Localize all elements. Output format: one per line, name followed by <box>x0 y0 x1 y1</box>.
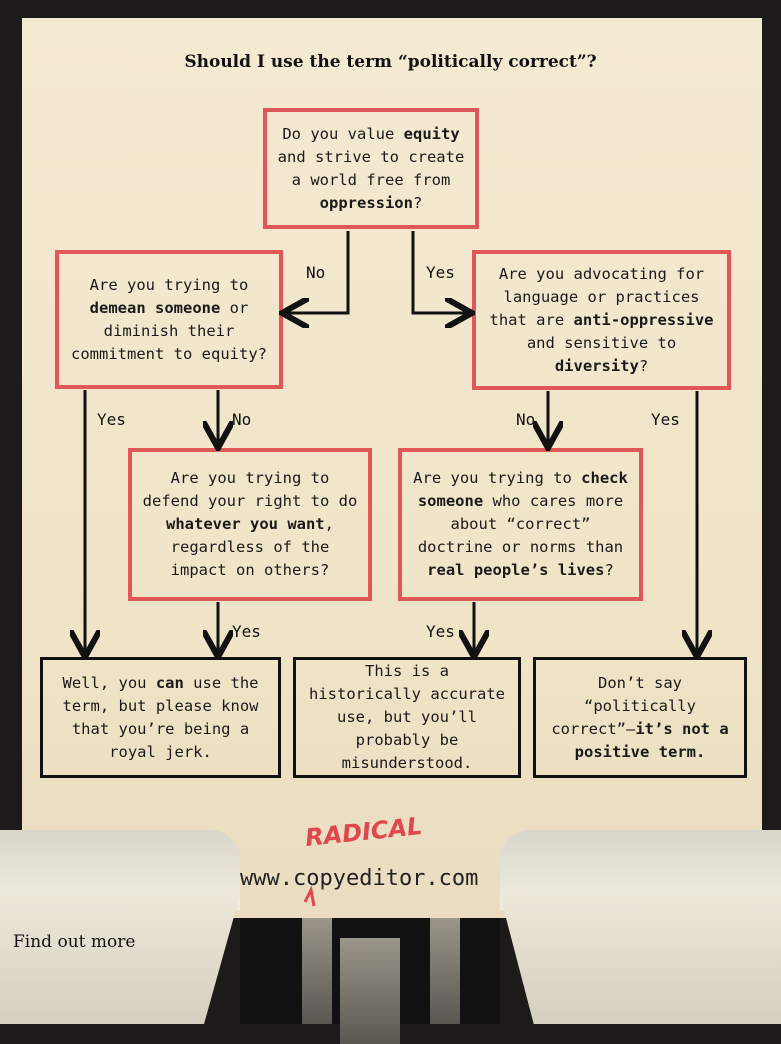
text-segment: ? <box>604 561 614 579</box>
text-segment: Well, you <box>62 673 156 692</box>
emphasis-text: it’s not a positive term. <box>574 719 729 761</box>
flowchart-title: Should I use the term “politically correct”? <box>184 52 597 72</box>
emphasis-text: equity <box>403 124 460 143</box>
label-no: No <box>516 410 536 429</box>
text-segment: ? <box>412 193 423 212</box>
typewriter-plate-left <box>0 895 240 1024</box>
caret-mark <box>305 890 314 906</box>
website-link[interactable]: www.copyeditor.com <box>240 866 479 891</box>
emphasis-text: whatever you want <box>166 515 325 533</box>
emphasis-text: real people’s lives <box>427 561 605 579</box>
text-segment: and sensitive to <box>526 333 677 352</box>
text-segment: This is a historically accurate use, but you’ll probably be misunderstood. <box>309 662 505 772</box>
emphasis-text: demean someone <box>89 298 221 317</box>
label-yes: Yes <box>232 622 261 641</box>
text-segment: who cares more about “correct” doctrine or norms than <box>417 492 624 556</box>
text-segment: Are you trying to <box>413 469 582 487</box>
text-segment: Are you trying to defend your right to do <box>142 469 358 510</box>
typewriter-typebars <box>240 918 500 1024</box>
text-segment: ? <box>638 356 649 375</box>
text-segment: Are you trying to <box>89 275 249 294</box>
text-segment: use the term, but please know that you’re being a royal jerk. <box>62 673 259 761</box>
label-yes: Yes <box>426 622 455 641</box>
text-segment: Do you value <box>282 124 404 143</box>
label-yes: Yes <box>426 263 455 282</box>
text-segment: , regardless of the impact on others? <box>170 515 334 579</box>
text-segment: or diminish their commitment to equity? <box>71 298 267 363</box>
typewriter-plate-right <box>500 895 781 1024</box>
text-segment: Don’t say “politically correct”— <box>551 673 696 738</box>
emphasis-text: oppression <box>319 193 413 212</box>
label-no: No <box>306 263 326 282</box>
label-no: No <box>232 410 252 429</box>
label-yes: Yes <box>651 410 680 429</box>
emphasis-text: anti-oppressive <box>573 310 714 329</box>
text-segment: and strive to create a world free from <box>277 147 465 189</box>
emphasis-text: check someone <box>417 469 628 510</box>
emphasis-text: diversity <box>554 356 639 375</box>
emphasis-text: can <box>155 673 184 692</box>
text-segment: Are you advocating for language or practices that are <box>489 264 705 329</box>
find-out-more-link[interactable]: Find out more <box>13 932 136 952</box>
handwritten-annotation: RADICAL <box>303 811 424 853</box>
label-yes: Yes <box>97 410 126 429</box>
